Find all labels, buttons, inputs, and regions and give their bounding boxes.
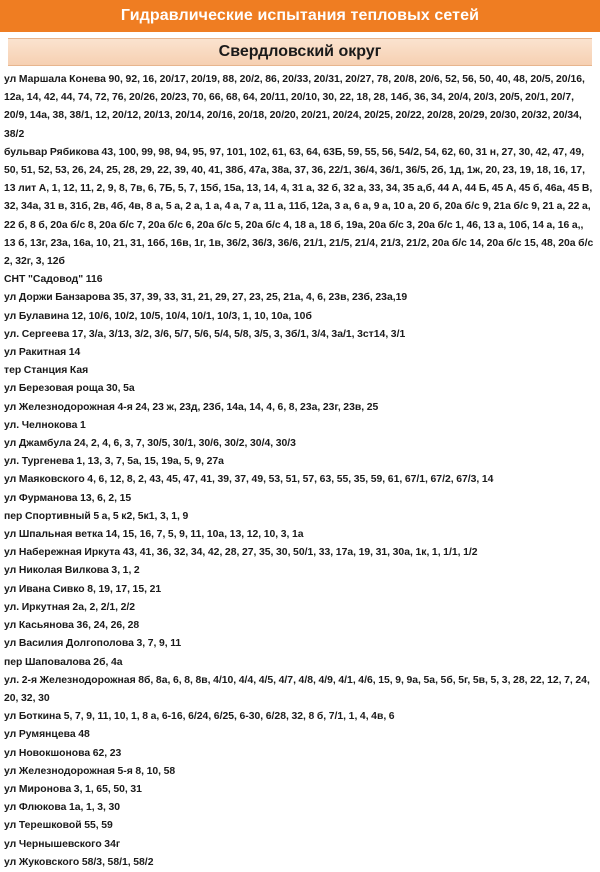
street-entry: ул Шпальная ветка 14, 15, 16, 7, 5, 9, 11, 10а, 13, 12, 10, 3, 1а — [4, 529, 304, 541]
street-entry: ул Набережная Иркута 43, 41, 36, 32, 34, 42, 28, 27, 35, 30, 50/1, 33, 17а, 19, 31, 30а, 1к, 1, 1/1, 1/2 — [4, 547, 478, 559]
street-entry: ул. Иркутная 2а, 2, 2/1, 2/2 — [4, 601, 136, 613]
street-entry: пер Шаповалова 2б, 4а — [4, 656, 123, 668]
street-entry: ул Березовая роща 30, 5а — [4, 383, 135, 395]
street-list — [0, 68, 600, 872]
street-entry: ул Миронова 3, 1, 65, 50, 31 — [4, 783, 142, 795]
street-entry: ул Касьянова 36, 24, 26, 28 — [4, 620, 140, 632]
street-entry: ул Железнодорожная 4-я 24, 23 ж, 23д, 23б, 14а, 14, 4, 6, 8, 23а, 23г, 23в, 25 — [4, 401, 379, 413]
street-entry: ул. 2-я Железнодорожная 8б, 8а, 6, 8, 8в, 4/10, 4/4, 4/5, 4/7, 4/8, 4/9, 4/1, 4/6, 15, 9, 9а, 5а, 5б, 5г, 5в, 5, 3, 28, 22, 12, 7, 24, 20, 32, 30 — [4, 674, 590, 704]
street-entry: ул Флюкова 1а, 1, 3, 30 — [4, 802, 121, 814]
street-entry: ул. Тургенева 1, 13, 3, 7, 5а, 15, 19а, 5, 9, 27а — [4, 456, 224, 468]
street-entry: ул Джамбула 24, 2, 4, 6, 3, 7, 30/5, 30/1, 30/6, 30/2, 30/4, 30/3 — [4, 438, 296, 450]
street-entry: пер Спортивный 5 а, 5 к2, 5к1, 3, 1, 9 — [4, 510, 189, 522]
street-entry: ул Новокшонова 62, 23 — [4, 747, 122, 759]
district-header — [8, 38, 592, 66]
header-banner — [0, 0, 600, 32]
street-entry: ул Булавина 12, 10/6, 10/2, 10/5, 10/4, 10/1, 10/3, 1, 10, 10а, 10б — [4, 310, 312, 322]
street-entry: ул. Челнокова 1 — [4, 419, 86, 431]
street-entry: ул Ивана Сивко 8, 19, 17, 15, 21 — [4, 583, 162, 595]
page-title: Гидравлические испытания тепловых сетей — [120, 7, 480, 24]
street-entry: ул Ракитная 14 — [4, 347, 81, 359]
street-entry: ул Николая Вилкова 3, 1, 2 — [4, 565, 140, 577]
street-entry: ул Доржи Банзарова 35, 37, 39, 33, 31, 21, 29, 27, 23, 25, 21а, 4, 6, 23в, 23б, 23а,19 — [4, 292, 408, 304]
street-entry: ул Железнодорожная 5-я 8, 10, 58 — [4, 765, 176, 777]
street-entry: ул Маяковского 4, 6, 12, 8, 2, 43, 45, 47, 41, 39, 37, 49, 53, 51, 57, 63, 55, 35, 59, 61, 67/1, 67/2, 67/3, 14 — [4, 474, 494, 486]
street-entry: СНТ "Садовод" 116 — [4, 274, 103, 286]
street-entry: ул Василия Долгополова 3, 7, 9, 11 — [4, 638, 182, 650]
street-entry: ул Боткина 5, 7, 9, 11, 10, 1, 8 а, 6-16, 6/24, 6/25, 6-30, 6/28, 32, 8 б, 7/1, 1, 4, 4в, 6 — [4, 711, 395, 723]
street-entry: ул Румянцева 48 — [4, 729, 90, 741]
district-title: Свердловский округ — [218, 43, 382, 60]
street-entry: бульвар Рябикова 43, 100, 99, 98, 94, 95, 97, 101, 102, 61, 63, 64, 63Б, 59, 55, 56, 54/2, 54, 62, 60, 31 н, 27, 30, 42, 47, 49, 50, 51, 52, 53, 26, 24, 25, 28, 29, 22, 39, 40, 41, 38б, 47а, 38а, 37, 36, 22/1, 36/4, 36/1, 36/5, 2б, 1д, 1ж, 20, 23, 19, 18, 16, 17, 13 лит А, 1, 12, 11, 2, 9, 8, 7в, 6, 7Б, 5, 7, 15б, 15а, 13, 14, 4, 31 а, 32 б, 32 а, 33, 34, 35 а,б, 44 А, 44 Б, 45 А, 45 б, 46а, 45 В, 32, 34а, 31 в, 31б, 2в, 4б, 4в, 8 а, 5 а, 2 а, 1 а, 4 а, 7 а, 11 а, 11б, 12а, 3 а, 6 а, 9 а, 10 а, 20 б, 20а б/с 9, 21а б/с 9, 21 а, 22 а, 22 б, 8 б, 20а б/с 8, 20а б/с 7, 20а б/с 6, 20а б/с 5, 20а б/с 4, 18 а, 18 б, 19а, 20а б/с 3, 20а б/с 1, 46, 13 а, 10б, 14 а, 16 а,, 13 б, 13г, 23а, 16а, 10, 21, 31, 16б, 16в, 1г, 1в, 36/2, 36/3, 36/6, 21/1, 21/5, 21/4, 21/3, 21/2, 20а б/с 14, 20а б/с 15, 48, 20а б/с 2, 32г, 3, 12б — [4, 146, 594, 268]
street-entry: ул Маршала Конева 90, 92, 16, 20/17, 20/19, 88, 20/2, 86, 20/33, 20/31, 20/27, 78, 20/8, 20/6, 52, 56, 50, 40, 48, 20/5, 20/16, 12а, 14, 42, 44, 74, 72, 76, 20/26, 20/23, 70, 66, 68, 64, 20/11, 20/10, 30, 22, 18, 28, 14б, 36, 34, 20/4, 20/3, 20/5, 20/1, 20/7, 20/9, 14а, 38, 38/1, 12, 20/12, 20/13, 20/14, 20/16, 20/18, 20/20, 20/21, 20/24, 20/25, 20/22, 20/28, 20/29, 20/30, 20/32, 20/34, 38/2 — [4, 74, 585, 140]
street-entry: ул Терешковой 55, 59 — [4, 820, 113, 832]
street-entry: ул Жуковского 58/3, 58/1, 58/2 — [4, 856, 154, 868]
street-entry: ул Чернышевского 34г — [4, 838, 121, 850]
street-entry: ул Фурманова 13, 6, 2, 15 — [4, 492, 132, 504]
street-entry: ул. Сергеева 17, 3/а, 3/13, 3/2, 3/6, 5/7, 5/6, 5/4, 5/8, 3/5, 3, 3б/1, 3/4, 3а/1, 3ст14, 3/1 — [4, 328, 406, 340]
street-entry: тер Станция Кая — [4, 365, 89, 377]
